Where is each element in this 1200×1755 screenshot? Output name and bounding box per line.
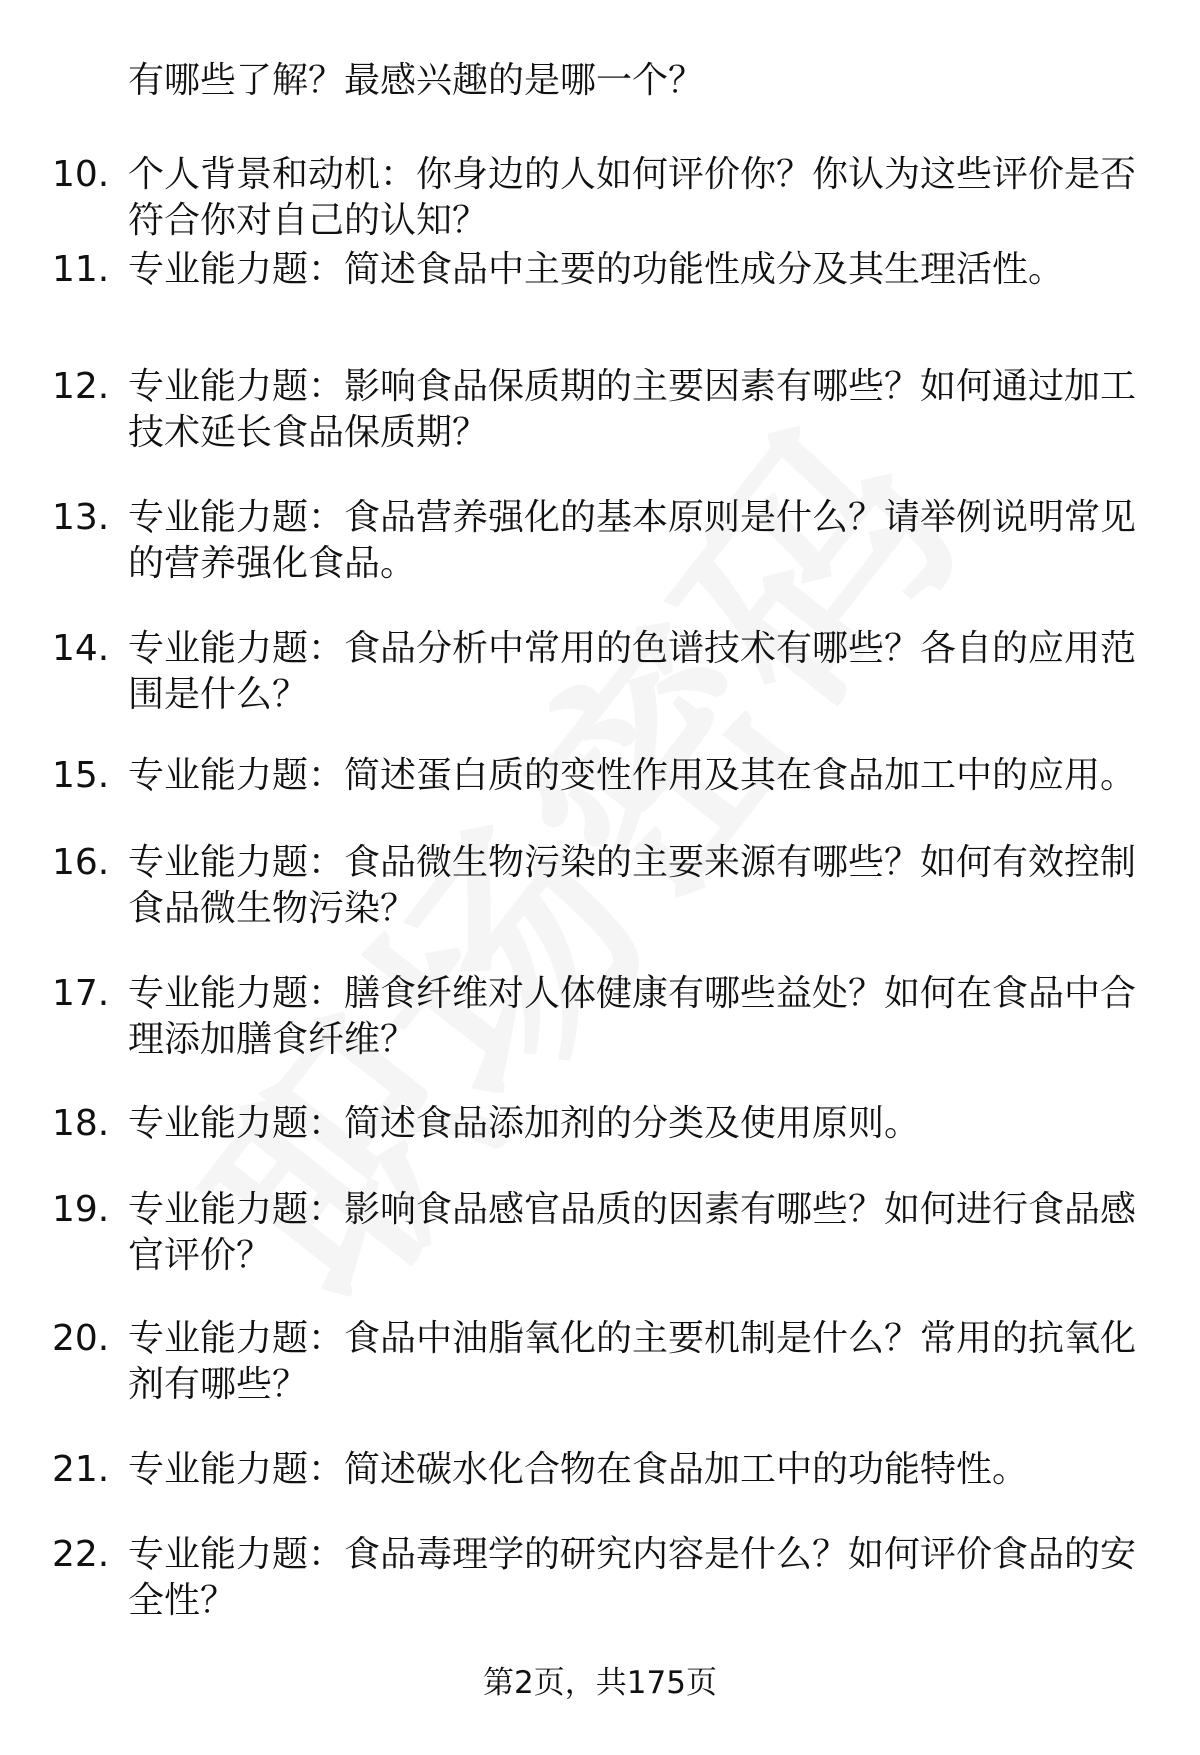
item-text: 专业能力题：膳食纤维对人体健康有哪些益处？如何在食品中合理添加膳食纤维？: [128, 973, 1137, 1060]
item-text: 专业能力题：简述碳水化合物在食品加工中的功能特性。: [128, 1449, 1029, 1490]
item-text: 专业能力题：食品中油脂氧化的主要机制是什么？常用的抗氧化剂有哪些？: [128, 1318, 1137, 1405]
item-number: 21.: [52, 1449, 110, 1490]
item-text: 专业能力题：食品分析中常用的色谱技术有哪些？各自的应用范围是什么？: [128, 628, 1137, 715]
continued-question-text: 有哪些了解？最感兴趣的是哪一个？: [128, 60, 705, 101]
item-number: 17.: [52, 973, 110, 1014]
item-number: 14.: [52, 628, 110, 669]
item-text: 专业能力题：简述食品中主要的功能性成分及其生理活性。: [128, 249, 1065, 290]
item-number: 19.: [52, 1189, 110, 1230]
page-footer: 第2页，共175页: [483, 1665, 717, 1701]
item-text: 专业能力题：食品营养强化的基本原则是什么？请举例说明常见的营养强化食品。: [128, 497, 1137, 584]
item-number: 18.: [52, 1103, 110, 1144]
item-number: 12.: [52, 366, 110, 407]
item-number: 15.: [52, 755, 110, 796]
item-text: 专业能力题：影响食品保质期的主要因素有哪些？如何通过加工技术延长食品保质期？: [128, 366, 1137, 453]
item-number: 20.: [52, 1318, 110, 1359]
item-text: 专业能力题：简述蛋白质的变性作用及其在食品加工中的应用。: [128, 755, 1137, 796]
item-number: 22.: [52, 1534, 110, 1575]
item-text: 专业能力题：简述食品添加剂的分类及使用原则。: [128, 1103, 921, 1144]
item-number: 13.: [52, 497, 110, 538]
item-text: 专业能力题：食品微生物污染的主要来源有哪些？如何有效控制食品微生物污染？: [128, 842, 1137, 929]
item-text: 专业能力题：影响食品感官品质的因素有哪些？如何进行食品感官评价？: [128, 1189, 1137, 1276]
item-number: 10.: [52, 154, 110, 195]
item-text: 专业能力题：食品毒理学的研究内容是什么？如何评价食品的安全性？: [128, 1534, 1137, 1621]
item-text: 个人背景和动机：你身边的人如何评价你？你认为这些评价是否符合你对自己的认知？: [128, 154, 1137, 241]
item-number: 11.: [52, 249, 110, 290]
item-number: 16.: [52, 842, 110, 883]
